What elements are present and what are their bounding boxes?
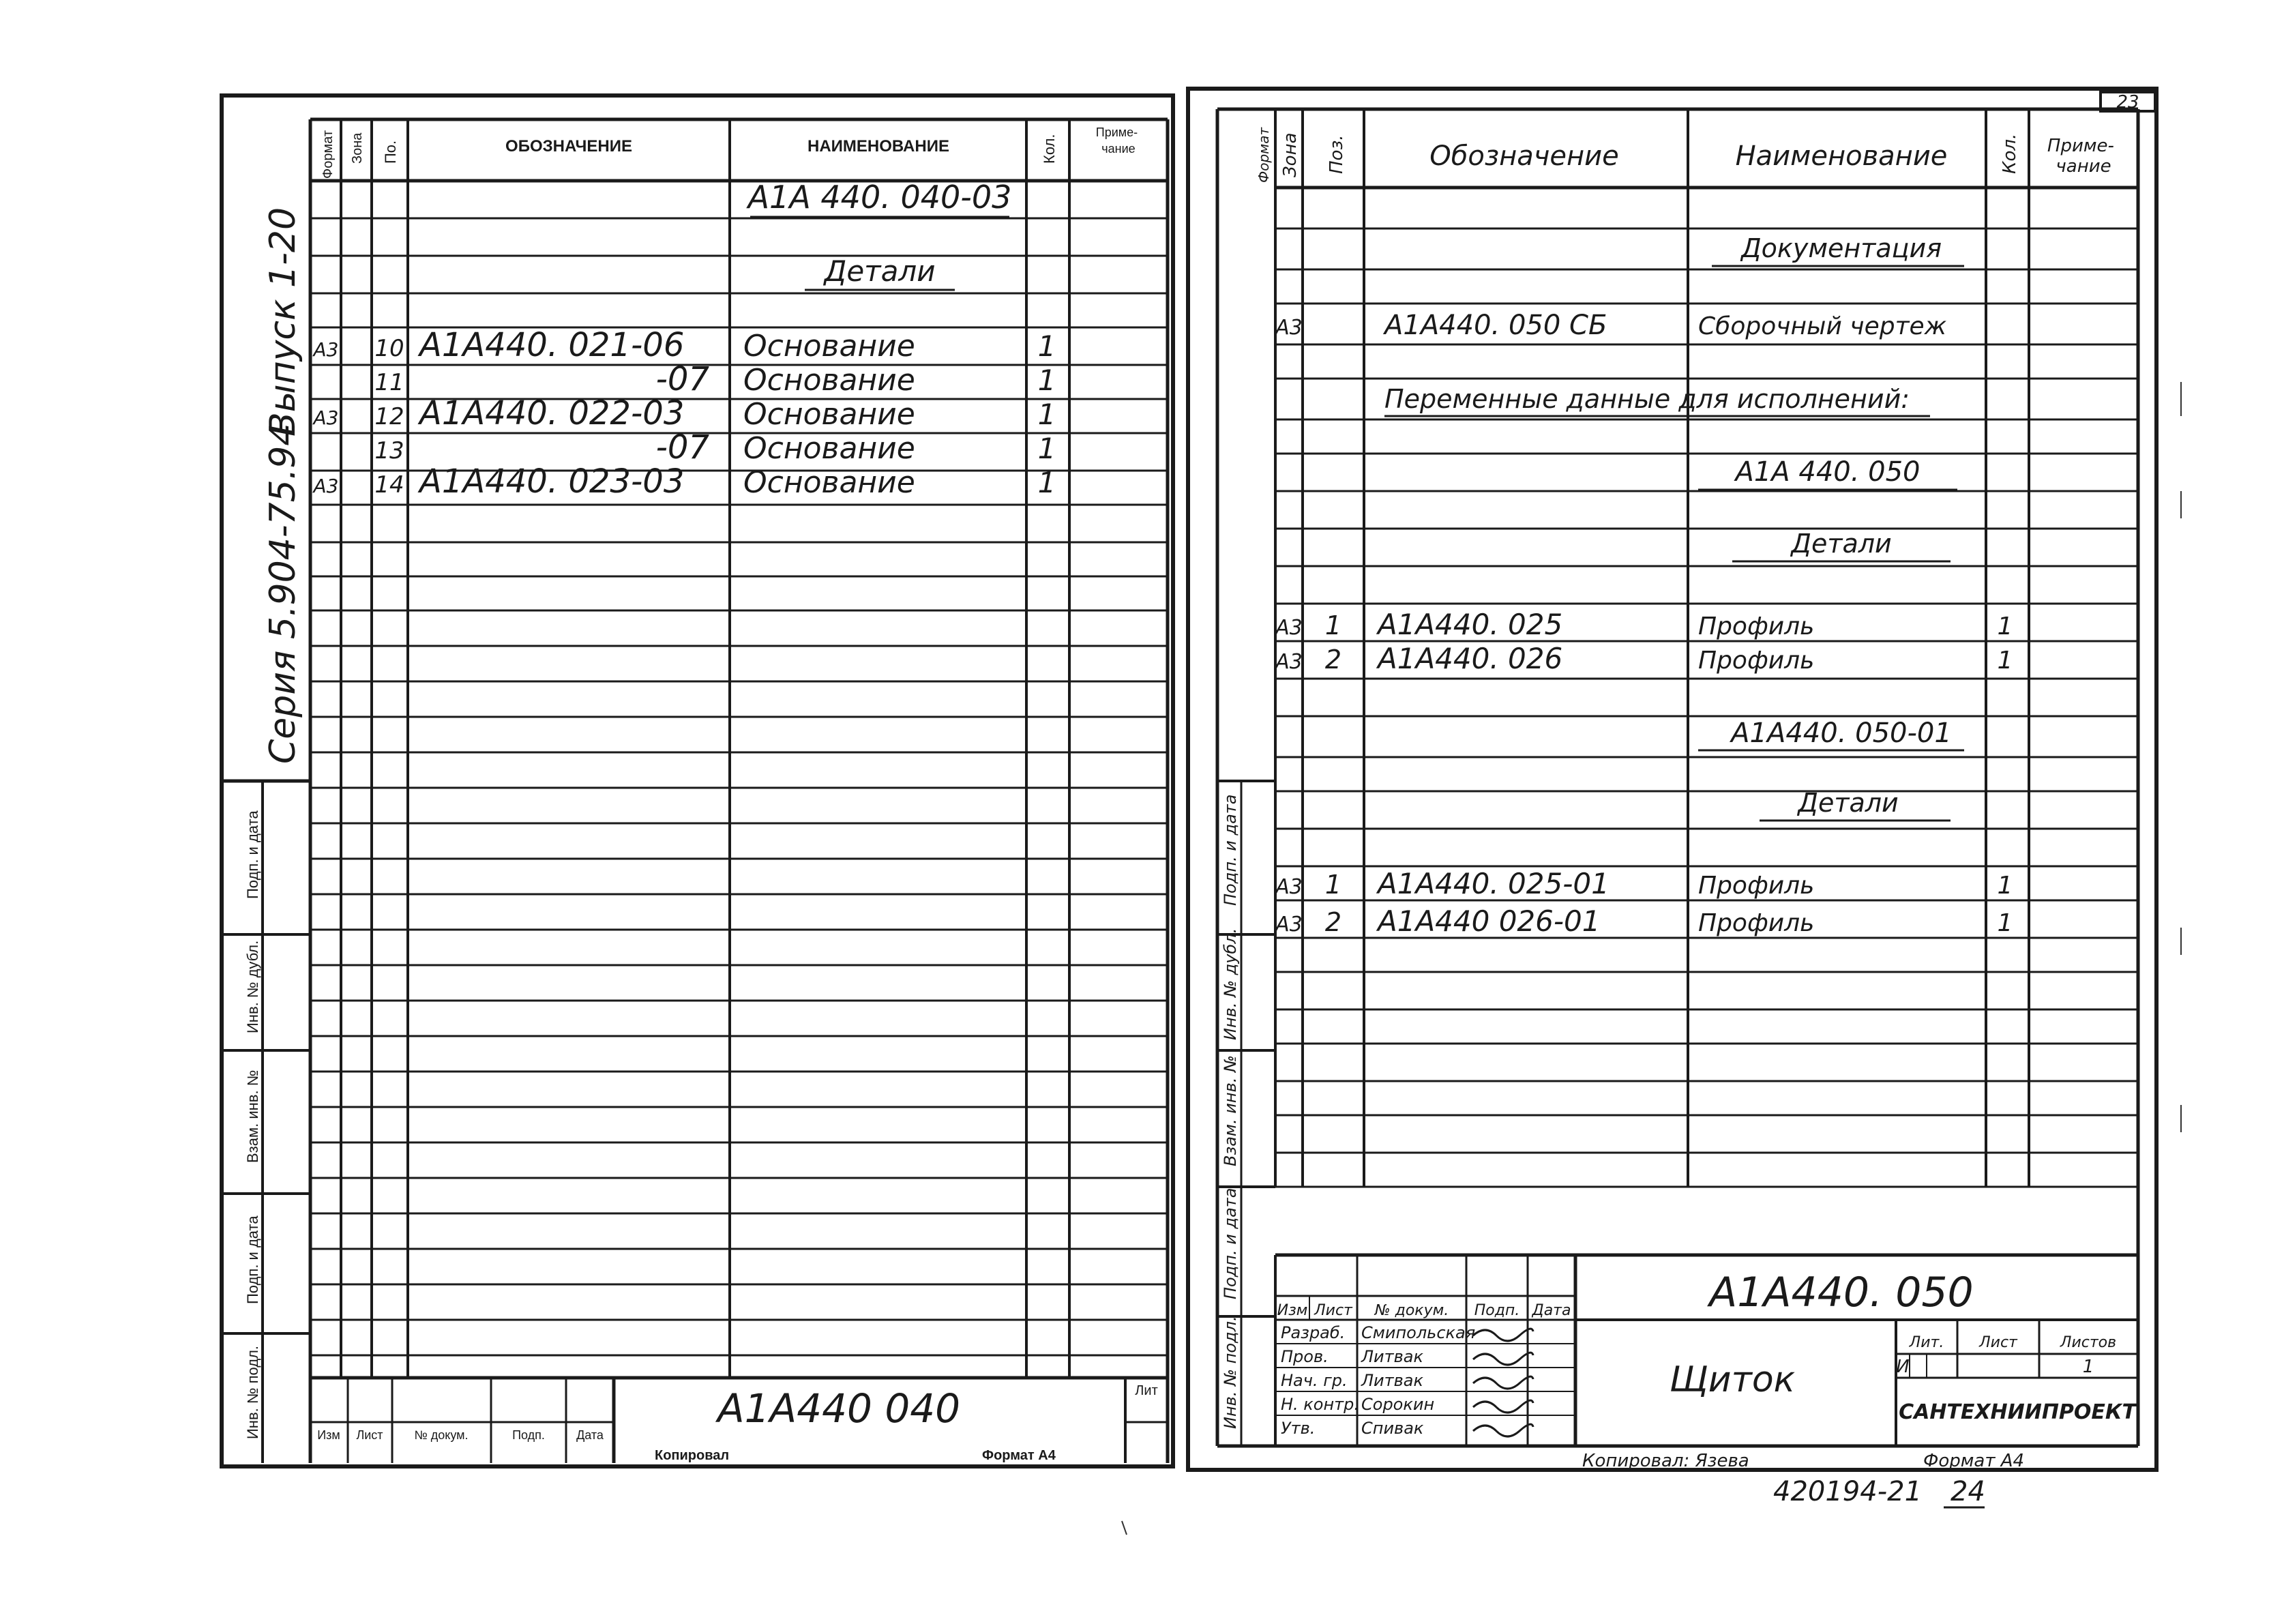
left-side-strip bbox=[244, 207, 303, 1439]
left-row-pos: 11 bbox=[374, 369, 404, 396]
left-row-qty: 1 bbox=[1037, 466, 1056, 499]
left-header-zone: Зона bbox=[350, 132, 365, 164]
left-outer-frame bbox=[222, 95, 1173, 1466]
right-row-pos: 1 bbox=[1324, 870, 1342, 900]
right-section-parts-1: Детали bbox=[1791, 529, 1892, 559]
left-header-note bbox=[1096, 126, 1141, 156]
left-row-qty: 1 bbox=[1037, 398, 1056, 431]
left-header-name: НАИМЕНОВАНИЕ bbox=[807, 137, 949, 156]
left-side-issue: Выпуск 1-20 bbox=[263, 207, 303, 437]
right-footer-format: Формат А4 bbox=[1923, 1451, 2025, 1471]
left-side-block-label: Подп. и дата bbox=[244, 1215, 261, 1304]
right-tb-role: Н. контр. bbox=[1281, 1395, 1360, 1414]
left-footer-copied: Копировал bbox=[655, 1448, 730, 1463]
right-row-format: А3 bbox=[1275, 616, 1303, 640]
left-side-block-label: Инв. № подл. bbox=[244, 1345, 261, 1439]
right-org: САНТЕХНИИПРОЕКТ bbox=[1899, 1400, 2136, 1424]
right-tb-person: Сорокин bbox=[1361, 1395, 1435, 1414]
right-tb-col-label: Изм bbox=[1277, 1302, 1308, 1319]
right-tb-person: Смипольская bbox=[1361, 1323, 1476, 1342]
right-doc-name: Сборочный чертеж bbox=[1698, 312, 1947, 340]
left-header-pos: По. bbox=[382, 140, 399, 164]
left-header-note-1: Приме- bbox=[1095, 126, 1138, 139]
right-lit-value: И bbox=[1896, 1357, 1910, 1377]
left-side-series: Серия 5.904-75.94 bbox=[263, 423, 303, 764]
right-title: Щиток bbox=[1669, 1359, 1796, 1400]
right-row-format: А3 bbox=[1275, 913, 1303, 936]
right-lit-label: Лит. bbox=[1909, 1334, 1944, 1351]
left-row-designation: -07 bbox=[655, 360, 709, 398]
left-row-name: Основание bbox=[743, 363, 915, 398]
right-row-name: Профиль bbox=[1698, 872, 1815, 900]
right-tb-role: Утв. bbox=[1281, 1419, 1316, 1438]
right-tb-signature bbox=[1473, 1353, 1533, 1365]
right-row-pos: 2 bbox=[1324, 645, 1342, 675]
right-row-name: Профиль bbox=[1698, 612, 1815, 640]
left-tb-col-label: Лист bbox=[356, 1428, 383, 1442]
right-variant-1: А1А 440. 050 bbox=[1735, 456, 1921, 488]
right-header-note bbox=[2047, 136, 2120, 177]
right-row-designation: А1А440. 025 bbox=[1378, 608, 1563, 641]
right-tb-person: Литвак bbox=[1361, 1371, 1423, 1390]
right-header-format: Формат bbox=[1256, 127, 1272, 183]
right-tb-signature bbox=[1473, 1400, 1533, 1413]
left-row-pos: 13 bbox=[374, 437, 404, 464]
right-variant-2: А1А440. 050-01 bbox=[1731, 718, 1952, 749]
right-row-qty: 1 bbox=[1997, 612, 2013, 640]
right-body bbox=[1274, 233, 2013, 938]
left-row-designation: А1А440. 021-06 bbox=[419, 326, 685, 364]
right-row-qty: 1 bbox=[1997, 647, 2013, 675]
left-header-designation: ОБОЗНАЧЕНИЕ bbox=[505, 137, 632, 156]
right-side-block-label: Подп. и дата bbox=[1221, 794, 1240, 906]
right-section-parts-2: Детали bbox=[1798, 788, 1899, 818]
right-footer-copied: Копировал: Язева bbox=[1582, 1451, 1749, 1471]
left-tb-col-label: Дата bbox=[576, 1428, 604, 1442]
right-side-block-label: Подп. и дата bbox=[1221, 1187, 1240, 1299]
left-variant-title: А1А 440. 040-03 bbox=[747, 179, 1012, 216]
left-row-designation: -07 bbox=[655, 428, 709, 467]
right-header-pos: Поз. bbox=[1326, 134, 1347, 174]
left-row-designation: А1А440. 022-03 bbox=[419, 394, 685, 432]
right-row-designation: А1А440. 026 bbox=[1378, 642, 1563, 675]
right-header-name: Наименование bbox=[1735, 141, 1948, 172]
left-row-qty: 1 bbox=[1037, 364, 1056, 397]
left-row-format: А3 bbox=[313, 407, 339, 429]
right-header bbox=[1256, 92, 2139, 183]
right-tb-signature bbox=[1473, 1329, 1533, 1341]
right-tb-col-label: Подп. bbox=[1474, 1302, 1520, 1319]
left-header-qty: Кол. bbox=[1041, 134, 1058, 164]
right-header-note-2: чание bbox=[2056, 156, 2111, 177]
left-row-name: Основание bbox=[743, 465, 915, 500]
left-side-block-label: Инв. № дубл. bbox=[244, 940, 261, 1033]
right-row-designation: А1А440. 025-01 bbox=[1378, 867, 1610, 900]
left-row-format: А3 bbox=[313, 338, 339, 361]
right-tb-role: Нач. гр. bbox=[1281, 1371, 1348, 1390]
right-row-designation: А1А440 026-01 bbox=[1378, 904, 1601, 938]
left-sheet bbox=[222, 95, 1173, 1466]
left-row-name: Основание bbox=[743, 329, 915, 364]
right-row-format: А3 bbox=[1275, 875, 1303, 899]
right-tb-role: Разраб. bbox=[1281, 1323, 1346, 1342]
right-tb-person: Спивак bbox=[1361, 1419, 1424, 1438]
left-row-name: Основание bbox=[743, 397, 915, 432]
right-side-block-label: Инв. № подл. bbox=[1221, 1316, 1240, 1429]
right-row-qty: 1 bbox=[1997, 872, 2013, 900]
left-row-pos: 14 bbox=[374, 471, 404, 499]
right-tb-col-label: Лист bbox=[1314, 1302, 1352, 1319]
right-tb-col-label: № докум. bbox=[1374, 1302, 1449, 1319]
right-doc-format: А3 bbox=[1275, 316, 1303, 340]
right-header-note-1: Приме- bbox=[2047, 136, 2114, 156]
left-lit-label: Лит bbox=[1135, 1383, 1158, 1398]
right-row-name: Профиль bbox=[1698, 909, 1815, 937]
left-row-pos: 10 bbox=[374, 335, 404, 362]
right-sheet-number: 23 bbox=[2116, 92, 2139, 113]
left-tb-col-label: Подп. bbox=[512, 1428, 545, 1442]
left-row-format: А3 bbox=[313, 475, 339, 497]
right-stamp-code: 420194-21 bbox=[1773, 1476, 1923, 1507]
left-row-name: Основание bbox=[743, 431, 915, 466]
right-row-pos: 2 bbox=[1324, 907, 1342, 937]
right-drawing-number: А1А440. 050 bbox=[1709, 1269, 1974, 1316]
right-stamp-page: 24 bbox=[1951, 1476, 1985, 1507]
left-footer-format: Формат А4 bbox=[982, 1448, 1056, 1463]
right-tb-signature bbox=[1473, 1424, 1533, 1436]
right-header-zone: Зона bbox=[1280, 132, 1301, 177]
right-row-format: А3 bbox=[1275, 650, 1303, 674]
right-tb-role: Пров. bbox=[1281, 1347, 1329, 1366]
right-tb-signature bbox=[1473, 1376, 1533, 1389]
left-side-block-label: Взам. инв. № bbox=[244, 1069, 261, 1163]
right-outer-frame bbox=[1188, 89, 2156, 1470]
right-row-qty: 1 bbox=[1997, 909, 2013, 937]
left-row-designation: А1А440. 023-03 bbox=[419, 462, 685, 501]
left-side-block-label: Подп. и дата bbox=[244, 810, 261, 899]
left-body bbox=[312, 179, 1056, 501]
right-tb-person: Литвак bbox=[1361, 1347, 1423, 1366]
right-sheet-label: Лист bbox=[1979, 1334, 2017, 1351]
right-side-block-label: Взам. инв. № bbox=[1221, 1055, 1240, 1166]
left-row-qty: 1 bbox=[1037, 329, 1056, 363]
right-side-strip bbox=[1221, 795, 1240, 1430]
right-variable-data: Переменные данные для исполнений: bbox=[1384, 384, 1910, 414]
left-row-qty: 1 bbox=[1037, 432, 1056, 465]
right-row-pos: 1 bbox=[1324, 610, 1342, 640]
left-section-parts: Детали bbox=[824, 254, 936, 288]
right-tb-col-label: Дата bbox=[1532, 1302, 1571, 1319]
right-sheets-label: Листов bbox=[2060, 1334, 2117, 1351]
right-header-designation: Обозначение bbox=[1429, 141, 1619, 172]
left-tb-col-label: Изм bbox=[317, 1428, 340, 1442]
right-side-block-label: Инв. № дубл. bbox=[1221, 928, 1240, 1040]
right-header-qty: Кол. bbox=[2000, 133, 2020, 174]
left-header-note-2: чание bbox=[1101, 142, 1136, 156]
right-section-docs: Документация bbox=[1740, 233, 1942, 263]
right-doc-designation: А1А440. 050 СБ bbox=[1384, 310, 1607, 341]
left-row-pos: 12 bbox=[374, 403, 404, 430]
right-row-name: Профиль bbox=[1698, 647, 1815, 675]
right-sheet bbox=[1188, 89, 2156, 1470]
left-drawing-number: А1А440 040 bbox=[717, 1385, 961, 1432]
right-sheets-value: 1 bbox=[2082, 1357, 2094, 1377]
left-header-format: Формат bbox=[321, 130, 336, 179]
left-tb-col-label: № докум. bbox=[414, 1428, 469, 1442]
